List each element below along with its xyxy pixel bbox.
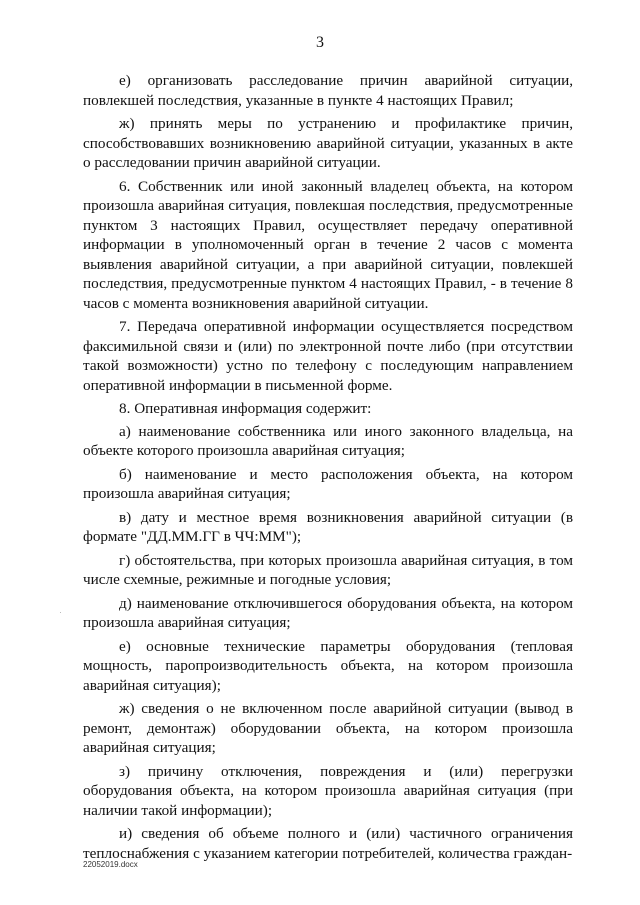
paragraph-5e: е) организовать расследование причин аварийной ситуации, повлекшей последствия, указанные в пункте 4 настоящих Правил; bbox=[83, 72, 573, 109]
paragraph-8v: в) дату и местное время возникновения аварийной ситуации (в формате "ДД.ММ.ГГ в ЧЧ:ММ"); bbox=[83, 508, 573, 545]
paragraph-6: 6. Собственник или иной законный владелец объекта, на котором произошла аварийная ситуация, повлекшая последствия, предусмотренные пунктом 3 настоящих Правил, осуществляет передачу оперативной информации в уполномоченный орган в течение 2 часов с момента выявления аварийной ситуации, а при аварийной ситуации, повлекшей последствия, предусмотренные пунктом 4 настоящих Правил, - в течение 8 часов с момента возникновения аварийной ситуации. bbox=[83, 177, 573, 312]
margin-dot bbox=[60, 612, 61, 613]
paragraph-8d: д) наименование отключившегося оборудования объекта, на котором произошла аварийная ситуация; bbox=[83, 594, 573, 631]
footer-filename: 22052019.docx bbox=[83, 860, 138, 869]
paragraph-8a: а) наименование собственника или иного законного владельца, на объекте которого произошла аварийная ситуация; bbox=[83, 422, 573, 459]
paragraph-8e: е) основные технические параметры оборудования (тепловая мощность, паропроизводительность объекта, на котором произошла аварийная ситуация); bbox=[83, 637, 573, 694]
paragraph-8z: з) причину отключения, повреждения и (или) перегрузки оборудования объекта, на котором произошла аварийная ситуация (при наличии такой информации); bbox=[83, 762, 573, 819]
paragraph-8b: б) наименование и место расположения объекта, на котором произошла аварийная ситуация; bbox=[83, 465, 573, 502]
paragraph-8: 8. Оперативная информация содержит: bbox=[119, 400, 372, 417]
paragraph-5zh: ж) принять меры по устранению и профилактике причин, способствовавших возникновению аварийной ситуации, указанных в акте о расследовании причин аварийной ситуации. bbox=[83, 115, 573, 171]
page-number: 3 bbox=[316, 34, 324, 51]
paragraph-8g: г) обстоятельства, при которых произошла аварийная ситуация, в том числе схемные, режимные и погодные условия; bbox=[83, 551, 573, 588]
document-body bbox=[83, 71, 573, 867]
paragraph-8i: и) сведения об объеме полного и (или) частичного ограничения теплоснабжения с указанием категории потребителей, количества граждан- bbox=[83, 825, 573, 862]
paragraph-8zh: ж) сведения о не включенном после аварийной ситуации (вывод в ремонт, демонтаж) оборудовании объекта, на котором произошла аварийная ситуация; bbox=[83, 700, 573, 756]
paragraph-7: 7. Передача оперативной информации осуществляется посредством факсимильной связи и (или) по электронной почте либо (при отсутствии такой возможности) устно по телефону с последующим направлением оперативной информации в письменной форме. bbox=[83, 318, 573, 394]
